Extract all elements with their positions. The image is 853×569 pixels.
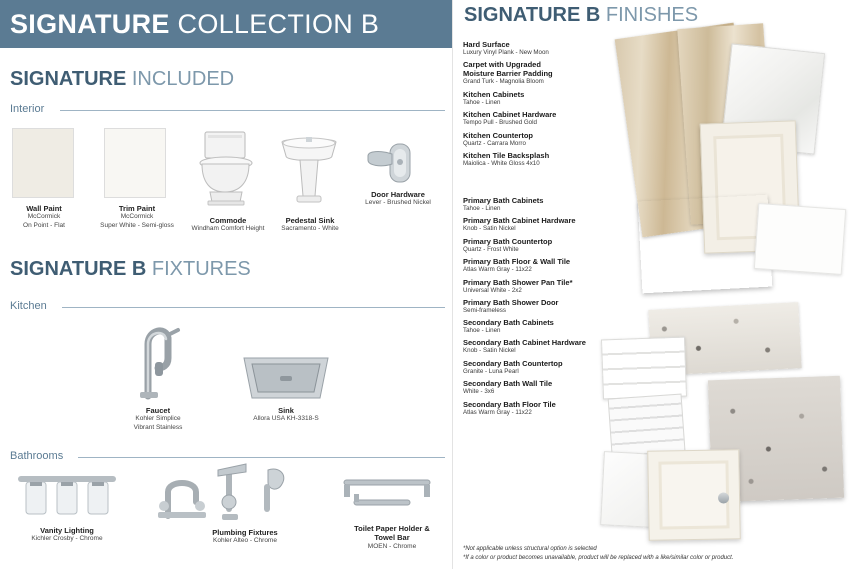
kitchen-rule — [62, 307, 445, 308]
faucet-sub1: Kohler Simplice — [135, 415, 181, 423]
subway-tile-swatch — [601, 337, 687, 400]
item-door-hardware — [348, 190, 448, 208]
faucet-sub2: Vibrant Stainless — [133, 423, 183, 431]
finish-entry: Kitchen Countertop Quartz - Carrara Morro — [463, 130, 533, 147]
backsplash-tile-swatch — [754, 203, 846, 275]
right-column — [460, 0, 853, 569]
door-hardware-image — [364, 140, 432, 188]
finish-entry: Secondary Bath Countertop Granite - Luna Pearl — [463, 358, 563, 375]
commode-sub1: Windham Comfort Height — [191, 225, 265, 233]
finishes-group-kitchen — [463, 40, 638, 172]
finish-entry: Primary Bath Countertop Quartz - Frost White — [463, 236, 553, 253]
plumbing-fixtures-name: Plumbing Fixtures — [212, 528, 278, 537]
door-hardware-name: Door Hardware — [371, 190, 425, 199]
fixtures-title-bold: SIGNATURE B — [10, 258, 147, 280]
towel-bar-image — [338, 472, 438, 516]
commode-name: Commode — [209, 216, 247, 225]
towel-bar-name2: Towel Bar — [374, 533, 410, 543]
vanity-lighting-sub1: Kichler Crosby - Chrome — [31, 535, 103, 543]
finish-entry: Primary Bath Shower Door Semi-frameless — [463, 298, 559, 315]
plumbing-fixtures-image — [152, 462, 312, 524]
wall-paint-swatch — [12, 128, 74, 198]
finish-entry: Primary Bath Floor & Wall Tile Atlas Warm Gray - 11x22 — [463, 257, 571, 274]
collection-banner — [0, 0, 452, 48]
section-title-fixtures — [0, 258, 251, 281]
finish-entry: Secondary Bath Floor Tile Atlas Warm Gray - 11x22 — [463, 399, 556, 416]
fixtures-title-light: FIXTURES — [146, 258, 251, 280]
door-hardware-sub1: Lever - Brushed Nickel — [365, 199, 431, 207]
wall-paint-name: Wall Paint — [26, 204, 62, 213]
footnote-2: *If a color or product becomes unavailable, product will be replaced with a like/similar color or product. — [463, 555, 734, 561]
faucet-name: Faucet — [145, 406, 171, 415]
finish-entry: Primary Bath Cabinets Tahoe - Linen — [463, 196, 544, 212]
subhead-bathrooms: Bathrooms — [10, 450, 64, 462]
faucet-image — [128, 318, 184, 400]
item-trim-paint — [92, 204, 182, 230]
finish-entry: Secondary Bath Cabinet Hardware Knob - Satin Nickel — [463, 338, 586, 355]
finish-entry: Secondary Bath Cabinets Tahoe - Linen — [463, 318, 554, 334]
pedestal-sink-image — [278, 136, 340, 212]
pedestal-sink-sub1: Sacramento - White — [281, 225, 339, 233]
kitchen-sink-sub1: Allora USA KH-3318-S — [253, 415, 319, 423]
pedestal-sink-name: Pedestal Sink — [285, 216, 335, 225]
subhead-interior: Interior — [10, 103, 45, 115]
finish-entry: Kitchen Cabinet Hardware Tempo Pull - Brushed Gold — [463, 110, 557, 127]
item-pedestal-sink — [264, 216, 356, 234]
item-towel-bar — [334, 524, 450, 551]
banner-title-light: COLLECTION B — [169, 8, 380, 39]
item-faucet — [112, 406, 204, 432]
item-plumbing-fixtures — [186, 528, 304, 546]
towel-bar-name: Toilet Paper Holder & — [354, 524, 430, 533]
finish-entry: Primary Bath Cabinet Hardware Knob - Satin Nickel — [463, 216, 576, 233]
section-title-included — [0, 68, 234, 91]
wall-paint-sub1: McCormick — [27, 213, 61, 221]
kitchen-sink-name: Sink — [278, 406, 294, 415]
bath-materials-collage — [602, 300, 852, 550]
finish-entry: Hard Surface Luxury Vinyl Plank - New Moon — [463, 40, 549, 56]
finish-entry: Carpet with Upgraded Moisture Barrier Padding Grand Turk - Magnolia Bloom — [463, 60, 553, 86]
item-wall-paint — [6, 204, 82, 230]
footnote-1: *Not applicable unless structural option is selected — [463, 546, 597, 552]
included-title-light: INCLUDED — [126, 68, 235, 90]
kitchen-materials-collage — [628, 30, 852, 300]
vanity-lighting-name: Vanity Lighting — [40, 526, 94, 535]
bath-cabinet-door — [647, 449, 741, 541]
banner-title — [0, 9, 379, 40]
carpet-swatch — [638, 195, 773, 294]
bathrooms-rule — [78, 457, 445, 458]
trim-paint-sub2: Super White - Semi-gloss — [100, 221, 174, 229]
finishes-title-light: FINISHES — [600, 4, 699, 26]
section-title-finishes — [462, 4, 698, 27]
item-kitchen-sink — [244, 406, 328, 424]
item-vanity-lighting — [8, 526, 126, 544]
finishes-title-bold: SIGNATURE B — [464, 4, 601, 26]
interior-rule — [60, 110, 445, 111]
column-divider — [452, 0, 453, 569]
wall-paint-sub2: On Point - Flat — [23, 221, 65, 229]
included-title-bold: SIGNATURE — [10, 68, 127, 90]
towel-bar-sub1: MOEN - Chrome — [367, 542, 417, 550]
banner-title-bold: SIGNATURE — [10, 8, 170, 39]
trim-paint-swatch — [104, 128, 166, 198]
commode-image — [192, 130, 264, 208]
finish-entry: Primary Bath Shower Pan Tile* Universal White - 2x2 — [463, 277, 573, 294]
vanity-lighting-image — [14, 470, 120, 522]
trim-paint-sub1: McCormick — [120, 213, 154, 221]
footnotes — [463, 545, 843, 563]
subhead-kitchen: Kitchen — [10, 300, 47, 312]
plumbing-fixtures-sub1: Kohler Alteo - Chrome — [213, 537, 277, 545]
kitchen-sink-image — [240, 352, 332, 404]
finish-entry: Kitchen Tile Backsplash Maiolica - White Gloss 4x10 — [463, 151, 550, 168]
finish-entry: Kitchen Cabinets Tahoe - Linen — [463, 89, 525, 106]
trim-paint-name: Trim Paint — [118, 204, 156, 213]
finish-entry: Secondary Bath Wall Tile White - 3x6 — [463, 379, 553, 396]
